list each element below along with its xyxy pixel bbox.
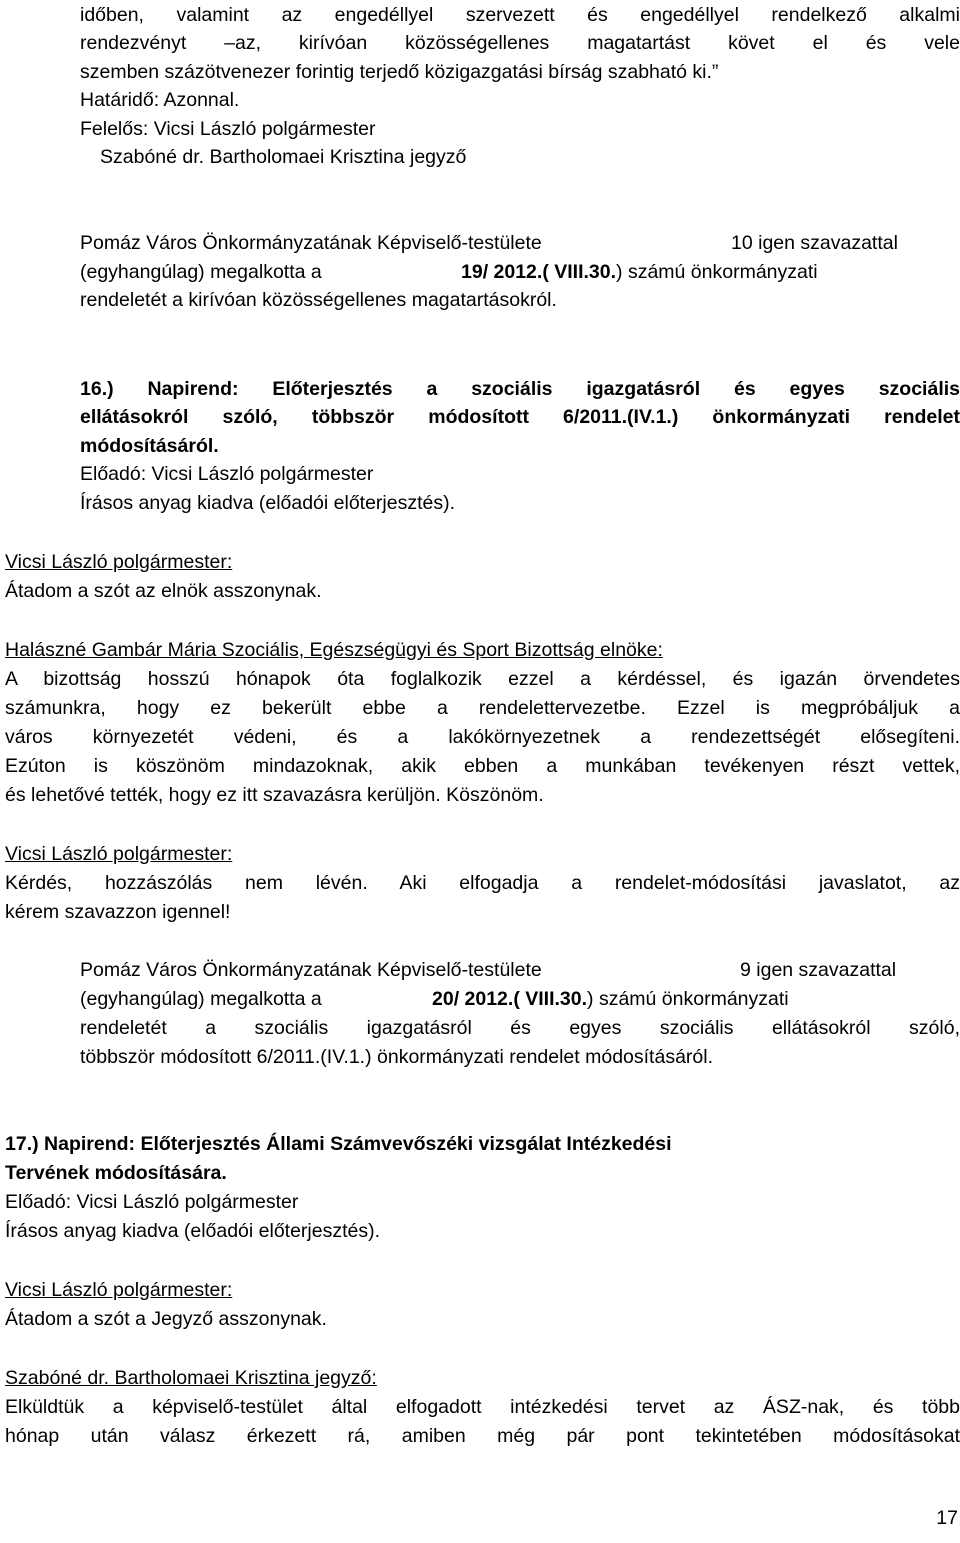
agenda-title: módosításáról. bbox=[80, 435, 219, 457]
vote-line bbox=[80, 955, 960, 985]
vote-line bbox=[80, 257, 960, 287]
speech-text: hónap után válasz érkezett rá, amiben még pár pont tekintetében módosításokat bbox=[5, 1425, 960, 1447]
vote-text: ) számú önkormányzati bbox=[587, 988, 789, 1010]
vote-text: (egyhangúlag) megalkotta a bbox=[80, 261, 322, 283]
vote-line: rendeletét a kirívóan közösségellenes magatartásokról. bbox=[80, 289, 557, 311]
speech-text: Ezúton is köszönöm mindazoknak, akik ebben a munkában tevékenyen részt vettek, bbox=[5, 755, 960, 777]
agenda-title: Tervének módosítására. bbox=[5, 1162, 227, 1184]
text-line: rendezvényt –az, kirívóan közösségellenes magatartást követ el és vele bbox=[80, 32, 960, 54]
written-material-line: Írásos anyag kiadva (előadói előterjesztés). bbox=[5, 1220, 381, 1242]
vote-line bbox=[80, 984, 960, 1014]
presenter-line: Előadó: Vicsi László polgármester bbox=[5, 1191, 299, 1213]
speaker-name: Vicsi László polgármester: bbox=[5, 843, 233, 865]
responsible-line-2: Szabóné dr. Bartholomaei Krisztina jegyző bbox=[100, 146, 467, 168]
speech-text: Elküldtük a képviselő-testület által elfogadott intézkedési tervet az ÁSZ-nak, és több bbox=[5, 1396, 960, 1418]
vote-text: Pomáz Város Önkormányzatának Képviselő-testülete bbox=[80, 232, 542, 254]
text-line: szemben százötvenezer forintig terjedő közigazgatási bírság szabható ki.” bbox=[80, 61, 719, 83]
vote-text: Pomáz Város Önkormányzatának Képviselő-testülete bbox=[80, 959, 542, 981]
speech-text: Kérdés, hozzászólás nem lévén. Aki elfogadja a rendelet-módosítási javaslatot, az bbox=[5, 872, 960, 894]
deadline-line: Határidő: Azonnal. bbox=[80, 89, 240, 111]
vote-line: rendeletét a szociális igazgatásról és egyes szociális ellátásokról szóló, bbox=[80, 1017, 960, 1039]
vote-count: 10 igen szavazattal bbox=[731, 232, 898, 254]
agenda-title: 17.) Napirend: Előterjesztés Állami Számvevőszéki vizsgálat Intézkedési bbox=[5, 1133, 672, 1155]
speaker-name: Halászné Gambár Mária Szociális, Egészségügyi és Sport Bizottság elnöke: bbox=[5, 639, 663, 661]
speaker-name: Vicsi László polgármester: bbox=[5, 551, 233, 573]
written-material-line: Írásos anyag kiadva (előadói előterjesztés). bbox=[80, 492, 456, 514]
decree-number: 20/ 2012.( VIII.30. bbox=[432, 988, 588, 1010]
speech-text: számunkra, hogy ez bekerült ebbe a rendelettervezetbe. Ezzel is megpróbáljuk a bbox=[5, 697, 960, 719]
speech-text: város környezetét védeni, és a lakókörnyezetnek a rendezettségét elősegíteni. bbox=[5, 726, 960, 748]
presenter-line: Előadó: Vicsi László polgármester bbox=[80, 463, 374, 485]
agenda-title: ellátásokról szóló, többször módosított 6/2011.(IV.1.) önkormányzati rendelet bbox=[80, 406, 960, 428]
vote-line: többször módosított 6/2011.(IV.1.) önkormányzati rendelet módosításáról. bbox=[80, 1046, 714, 1068]
speech-text: A bizottság hosszú hónapok óta foglalkozik ezzel a kérdéssel, és igazán örvendetes bbox=[5, 668, 960, 690]
vote-line bbox=[80, 228, 960, 258]
vote-text: (egyhangúlag) megalkotta a bbox=[80, 988, 322, 1010]
responsible-line: Felelős: Vicsi László polgármester bbox=[80, 118, 376, 140]
speech-text: Átadom a szót a Jegyző asszonynak. bbox=[5, 1308, 327, 1330]
speaker-name: Vicsi László polgármester: bbox=[5, 1279, 233, 1301]
vote-count: 9 igen szavazattal bbox=[740, 959, 897, 981]
speech-text: kérem szavazzon igennel! bbox=[5, 901, 231, 923]
page-number: 17 bbox=[936, 1507, 958, 1529]
text-line: időben, valamint az engedéllyel szervezett és engedéllyel rendelkező alkalmi bbox=[80, 4, 960, 26]
vote-text: ) számú önkormányzati bbox=[616, 261, 818, 283]
agenda-title: 16.) Napirend: Előterjesztés a szociális igazgatásról és egyes szociális bbox=[80, 378, 960, 400]
speech-text: Átadom a szót az elnök asszonynak. bbox=[5, 580, 322, 602]
speech-text: és lehetővé tették, hogy ez itt szavazásra kerüljön. Köszönöm. bbox=[5, 784, 544, 806]
speaker-name: Szabóné dr. Bartholomaei Krisztina jegyző: bbox=[5, 1367, 377, 1389]
decree-number: 19/ 2012.( VIII.30. bbox=[461, 261, 617, 283]
